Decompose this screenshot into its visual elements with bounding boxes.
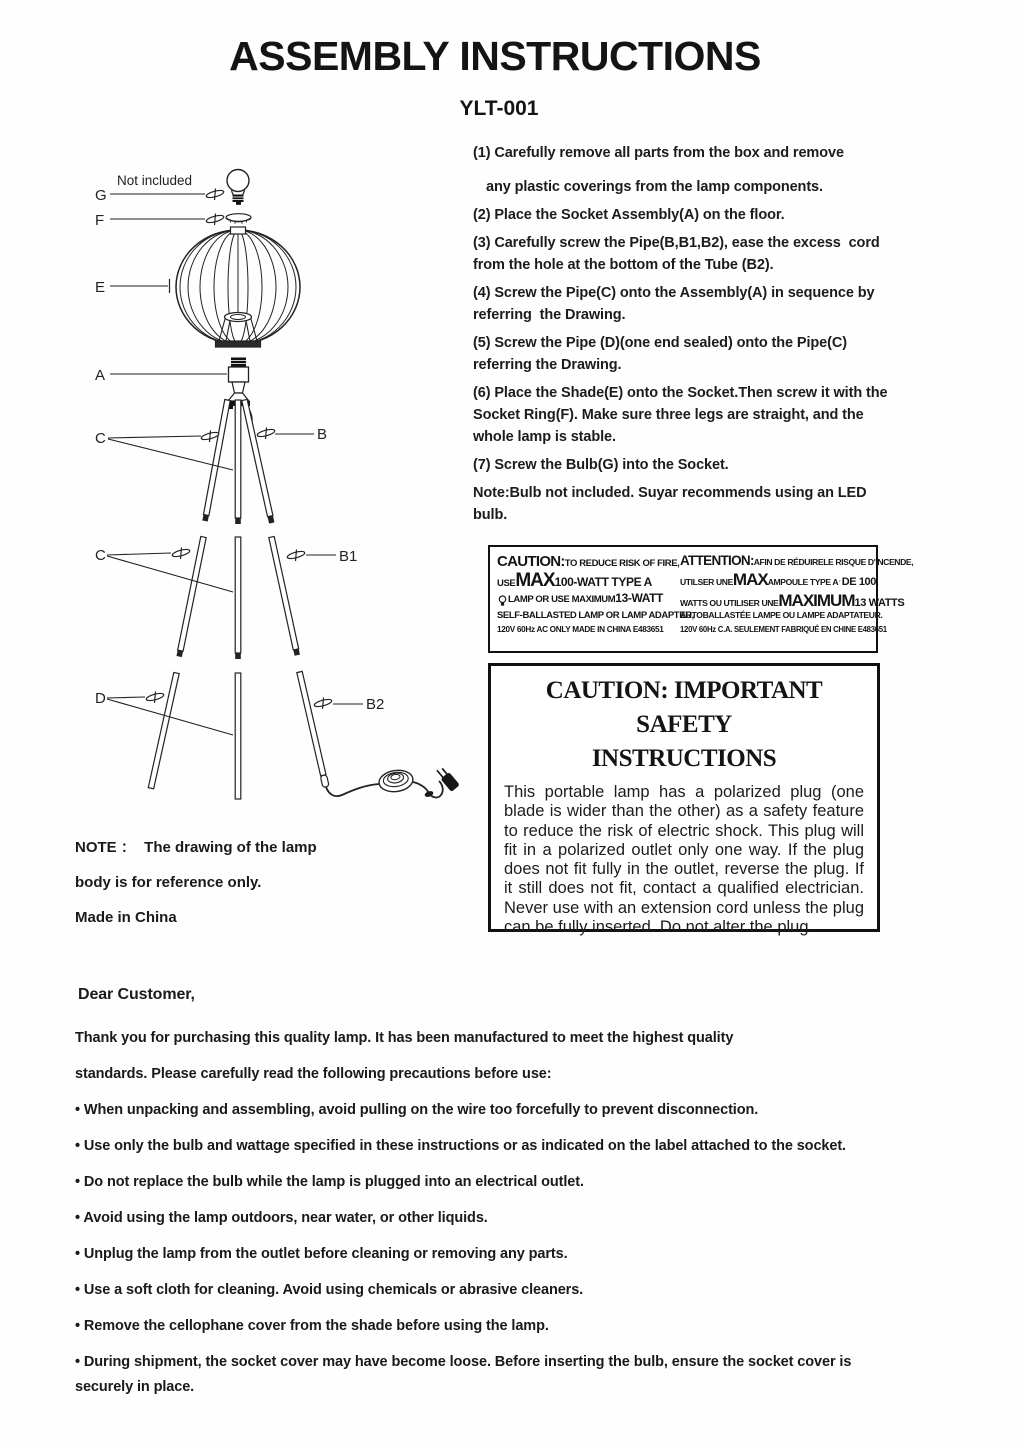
step-text: referring the Drawing. xyxy=(473,357,622,373)
bolt-icon xyxy=(257,428,276,440)
safety-title-line2: INSTRUCTIONS xyxy=(591,745,777,772)
caution-word: CAUTION: xyxy=(497,553,565,570)
wattage-caution-label xyxy=(488,545,914,653)
step-text: referring the Drawing. xyxy=(473,307,626,323)
intro-line: standards. Please carefully read the following precautions before use: xyxy=(75,1066,552,1082)
assembly-step-6 xyxy=(473,382,1021,454)
leader-line-c-mid-2 xyxy=(107,556,233,592)
label-b: B xyxy=(317,426,328,443)
leader-line-c-upper xyxy=(108,436,201,438)
safety-box-body: This portable lamp has a polarized plug (one blade is wider than the other) as a safety feature to reduce the risk of electric shock. This plug will fit in a polarized outlet only one way. If the plug does not fit fully in the outlet, reverse the plug. If it still does not fit, contact a qualified electrician. Never use with an extension cord unless the plug can be fully inserted. Do not alter the plug. xyxy=(504,783,864,937)
foot-switch-part xyxy=(378,768,415,794)
assembly-step-1 xyxy=(473,142,1021,204)
safety-box-title xyxy=(504,674,864,776)
step-text: from the hole at the bottom of the Tube (B2). xyxy=(473,257,774,273)
power-cord-part xyxy=(326,784,379,796)
assembly-step-5 xyxy=(473,332,1021,382)
model-number: YLT-001 xyxy=(459,97,539,120)
leader-line-c-mid xyxy=(107,553,171,555)
intro-line: Thank you for purchasing this quality lamp. It has been manufactured to meet the highest quality xyxy=(75,1030,734,1046)
note-line: NOTE ： The drawing of the lamp xyxy=(75,839,317,856)
step-text: Note:Bulb not included. Suyar recommends using an LED xyxy=(473,485,867,501)
precaution-bullet: • Avoid using the lamp outdoors, near water, or other liquids. xyxy=(75,1210,488,1226)
bolt-icon xyxy=(201,431,220,443)
tripod-leg-center xyxy=(235,400,241,799)
precaution-bullet-continuation: securely in place. xyxy=(75,1379,195,1395)
step-text: (4) Screw the Pipe(C) onto the Assembly(A) in sequence by xyxy=(473,285,875,301)
label-c-upper: C xyxy=(95,430,106,447)
bolt-icon xyxy=(172,548,191,560)
assembly-steps xyxy=(473,142,1021,532)
step-text: (3) Carefully screw the Pipe(B,B1,B2), ease the excess cord xyxy=(473,235,880,251)
precaution-bullet: • Use only the bulb and wattage specified in these instructions or as indicated on the label attached to the socket. xyxy=(75,1138,846,1154)
label-g: G xyxy=(95,187,107,204)
precaution-bullet: • Unplug the lamp from the outlet before cleaning or removing any parts. xyxy=(75,1246,568,1262)
lamp-diagram xyxy=(55,148,475,820)
made-in-china: Made in China xyxy=(75,909,177,926)
reference-note xyxy=(75,840,435,945)
label-e: E xyxy=(95,279,106,296)
label-d: D xyxy=(95,690,106,707)
step-text: bulb. xyxy=(473,507,508,523)
bolt-icon xyxy=(287,550,306,562)
precaution-bullet: • Remove the cellophane cover from the shade before using the lamp. xyxy=(75,1318,549,1334)
bolt-icon xyxy=(206,189,225,201)
bolt-icon xyxy=(314,698,333,710)
step-text: (2) Place the Socket Assembly(A) on the floor. xyxy=(473,207,785,223)
safety-instructions-box xyxy=(488,663,880,937)
precaution-bullet: • When unpacking and assembling, avoid pulling on the wire too forcefully to prevent disconnection. xyxy=(75,1102,759,1118)
socket-ring-part xyxy=(226,214,251,224)
customer-greeting: Dear Customer, xyxy=(78,986,195,1003)
step-text: (6) Place the Shade(E) onto the Socket.Then screw it with the xyxy=(473,385,888,401)
step-text: (7) Screw the Bulb(G) into the Socket. xyxy=(473,457,729,473)
label-f: F xyxy=(95,212,105,229)
not-included-label: Not included xyxy=(117,173,193,188)
assembly-step-7 xyxy=(473,454,1021,482)
customer-letter xyxy=(75,986,995,1415)
label-b2: B2 xyxy=(366,696,385,713)
bulb-part xyxy=(227,170,249,205)
wattage-caution-french: ATTENTION: AFIN DE RÉDUIRELE RISQUE D'INCENDE, UTILSER UNE MAX AMPOULE TYPE A DE 100 WATTS OU UTILISER UNE MAXIMUM 13 WATTS AUTOBALLASTÉE LAMPE OU LAMPE ADAPTATEUR. 120V 60Hz C.A. SEULEMENT FABRIQUÉ EN CHINE E483651 xyxy=(680,553,914,634)
precaution-bullet: • During shipment, the socket cover may have become loose. Before inserting the bulb, ensure the socket cover is xyxy=(75,1354,852,1370)
precaution-bullet: • Use a soft cloth for cleaning. Avoid using chemicals or abrasive cleaners. xyxy=(75,1282,584,1298)
step-text: (1) Carefully remove all parts from the box and remove xyxy=(473,145,844,161)
tripod-leg-right xyxy=(242,399,329,787)
step-text: whole lamp is stable. xyxy=(473,429,616,445)
shade-part xyxy=(176,227,300,347)
bulb-icon xyxy=(839,575,841,587)
attention-word: ATTENTION: xyxy=(680,553,754,568)
wattage-caution-english: CAUTION: TO REDUCE RISK OF FIRE, USE MAX 100-WATT TYPE A LAMP OR USE MAXIMUM 13-WATT SELF-BALLASTED LAMP OR LAMP ADAPTER, 120V 60Hz AC ONLY MADE IN CHINA E483651 xyxy=(497,553,694,634)
label-a: A xyxy=(95,367,106,384)
label-b1: B1 xyxy=(339,548,358,565)
note-line: body is for reference only. xyxy=(75,874,262,891)
power-plug-part xyxy=(435,765,460,792)
precaution-bullet: • Do not replace the bulb while the lamp is plugged into an electrical outlet. xyxy=(75,1174,584,1190)
assembly-step-4 xyxy=(473,282,1021,332)
step-text: Socket Ring(F). Make sure three legs are straight, and the xyxy=(473,407,864,423)
assembly-step-2 xyxy=(473,204,1021,232)
page-title: ASSEMBLY INSTRUCTIONS xyxy=(229,33,761,79)
step-text: any plastic coverings from the lamp components. xyxy=(486,179,823,195)
safety-title-line1: CAUTION: IMPORTANT SAFETY xyxy=(545,677,823,738)
leader-line-d xyxy=(107,697,145,698)
bulb-icon xyxy=(498,595,507,607)
bulb-note xyxy=(473,482,1021,532)
bolt-icon xyxy=(146,692,165,704)
assembly-step-3 xyxy=(473,232,1021,282)
bolt-icon xyxy=(206,214,225,226)
step-text: (5) Screw the Pipe (D)(one end sealed) onto the Pipe(C) xyxy=(473,335,847,351)
label-c-mid: C xyxy=(95,547,106,564)
